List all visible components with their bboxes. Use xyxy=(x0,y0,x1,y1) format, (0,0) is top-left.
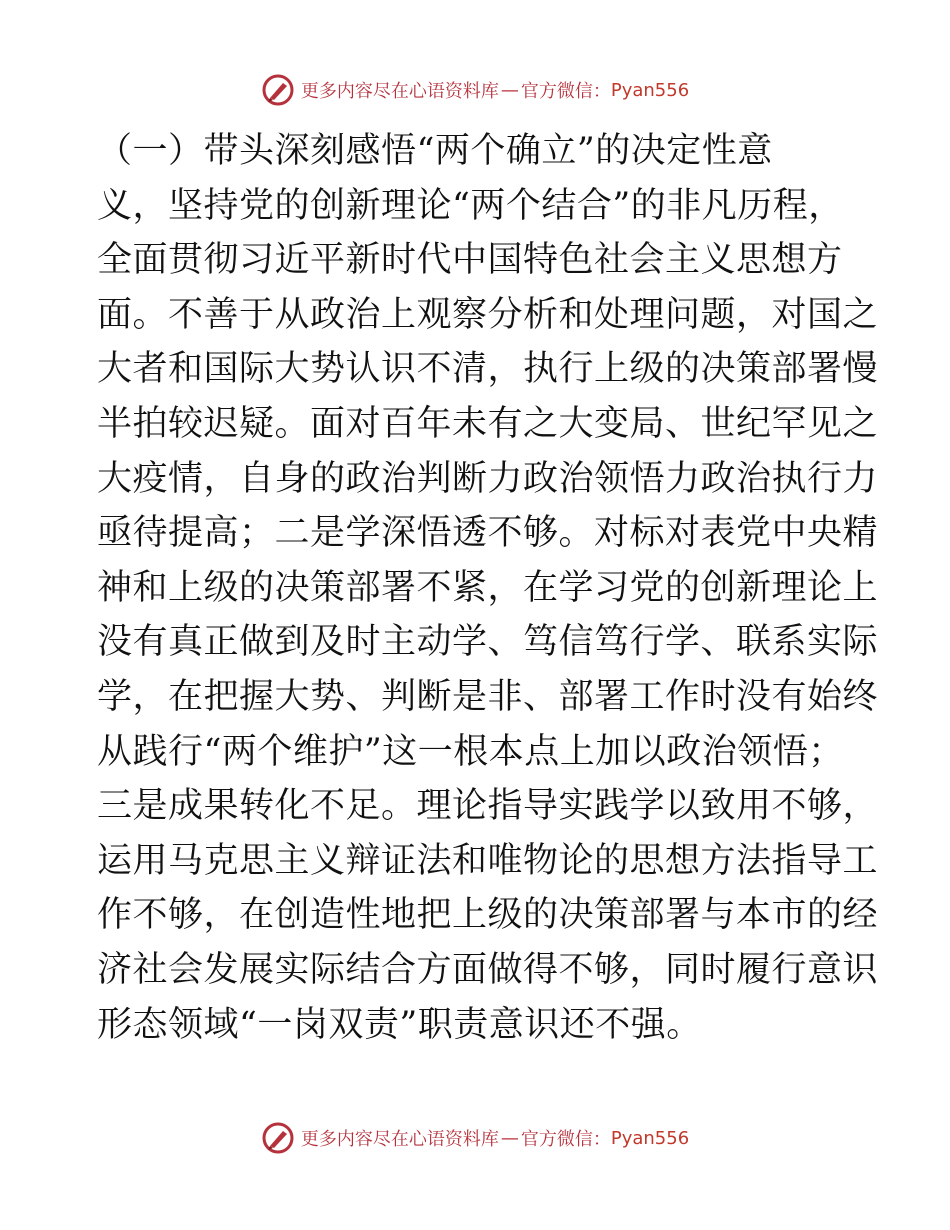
paragraph-line: 面。不善于从政治上观察分析和处理问题，对国之 xyxy=(97,294,879,335)
paragraph-line: 运用马克思主义辩证法和唯物论的思想方法指导工 xyxy=(97,840,879,881)
paragraph-line: 三是成果转化不足。理论指导实践学以致用不够， xyxy=(97,786,879,827)
paragraph-line: 义，坚持党的创新理论“两个结合”的非凡历程， xyxy=(97,185,844,226)
paragraph-line: 全面贯彻习近平新时代中国特色社会主义思想方 xyxy=(97,240,843,281)
watermark-text: 更多内容尽在心语资料库 xyxy=(300,1129,499,1150)
watermark-suffix: 官方微信： xyxy=(520,81,611,102)
paragraph-line: 大者和国际大势认识不清，执行上级的决策部署慢 xyxy=(97,349,879,390)
header-watermark xyxy=(0,70,950,110)
pen-logo-icon xyxy=(261,73,295,107)
paragraph-line: 形态领域“一岗双责”职责意识还不强。 xyxy=(97,1004,702,1045)
paragraph-line: 神和上级的决策部署不紧，在学习党的创新理论上 xyxy=(97,567,879,608)
paragraph-line: 半拍较迟疑。面对百年未有之大变局、世纪罕见之 xyxy=(97,403,879,444)
document-body xyxy=(97,124,879,1052)
paragraph-line: 大疫情，自身的政治判断力政治领悟力政治执行力 xyxy=(97,458,879,499)
watermark-brand: Pyan556 xyxy=(610,1127,690,1149)
paragraph-line: 亟待提高；二是学深悟透不够。对标对表党中央精 xyxy=(97,513,879,554)
paragraph-line: 作不够，在创造性地把上级的决策部署与本市的经 xyxy=(97,895,879,936)
pen-logo-icon xyxy=(261,1121,295,1155)
watermark-separator: — xyxy=(500,1127,519,1149)
watermark-suffix: 官方微信： xyxy=(520,1129,611,1150)
paragraph-line: 学，在把握大势、判断是非、部署工作时没有始终 xyxy=(97,676,879,717)
watermark-brand: Pyan556 xyxy=(610,79,690,101)
paragraph-line: 济社会发展实际结合方面做得不够，同时履行意识 xyxy=(97,949,879,990)
paragraph-line: （一）带头深刻感悟“两个确立”的决定性意 xyxy=(97,131,773,171)
footer-watermark xyxy=(0,1118,950,1158)
paragraph-line: 从践行“两个维护”这一根本点上加以政治领悟； xyxy=(97,731,844,772)
watermark-separator: — xyxy=(500,79,519,101)
watermark-text: 更多内容尽在心语资料库 xyxy=(300,81,499,102)
paragraph-line: 没有真正做到及时主动学、笃信笃行学、联系实际 xyxy=(97,622,879,663)
